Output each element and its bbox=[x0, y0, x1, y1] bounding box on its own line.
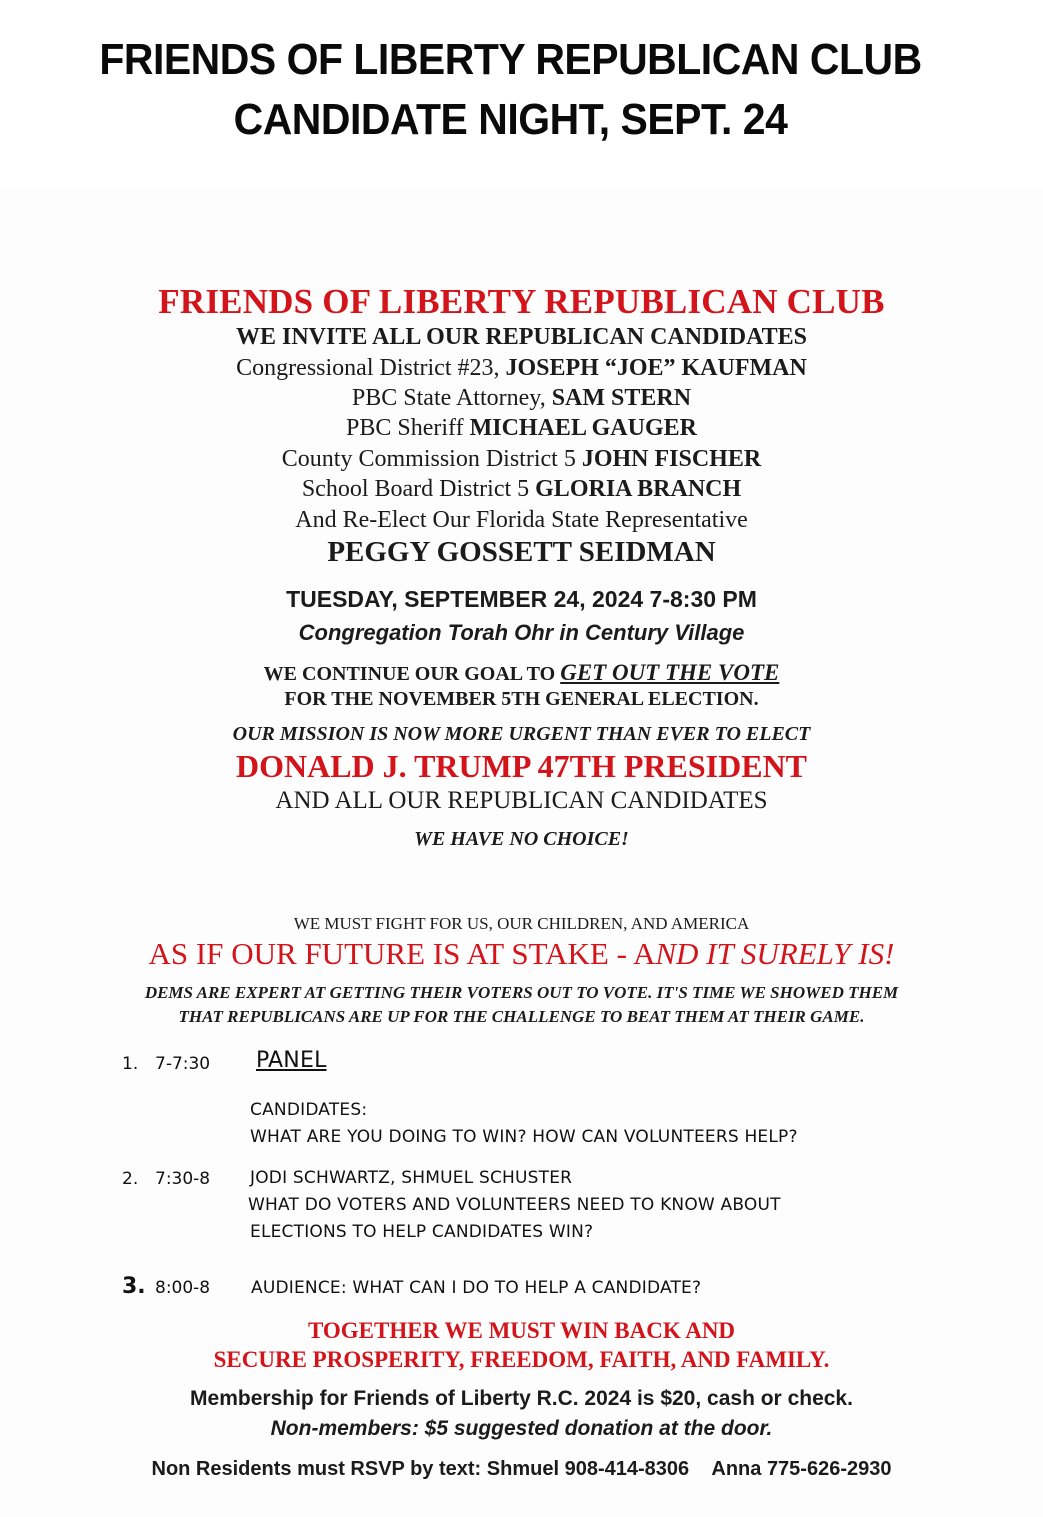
rsvp-contact-phone: 908-414-8306 bbox=[564, 1458, 690, 1480]
stake-prefix: AS IF OUR FUTURE IS AT STAKE - A bbox=[148, 936, 656, 971]
dems-line1: DEMS ARE EXPERT AT GETTING THEIR VOTERS OUT TO VOTE. IT'S TIME WE SHOWED THEM bbox=[144, 983, 899, 1002]
candidate-office: PBC Sheriff bbox=[346, 415, 464, 441]
trump-line: DONALD J. TRUMP 47TH PRESIDENT bbox=[235, 748, 808, 784]
rsvp-contact-phone: 775-626-2930 bbox=[766, 1458, 892, 1480]
agenda-time: 7-7:30 bbox=[155, 1054, 211, 1074]
all-candidates-line: AND ALL OUR REPUBLICAN CANDIDATES bbox=[275, 787, 768, 814]
candidate-line bbox=[0, 446, 1043, 473]
reelect-line: And Re-Elect Our Florida State Representative bbox=[295, 507, 748, 533]
membership-line: Membership for Friends of Liberty R.C. 2024 is $20, cash or check. bbox=[190, 1387, 853, 1410]
header-title-line2: CANDIDATE NIGHT, SEPT. 24 bbox=[233, 95, 788, 144]
dems-line2: THAT REPUBLICANS ARE UP FOR THE CHALLENGE TO BEAT THEM AT THEIR GAME. bbox=[178, 1007, 865, 1026]
event-flyer bbox=[0, 190, 1043, 1517]
candidate-office: County Commission District 5 bbox=[281, 446, 576, 472]
candidate-name: JOSEPH “JOE” KAUFMAN bbox=[505, 355, 807, 381]
agenda-time: 8:00-8 bbox=[155, 1278, 211, 1298]
rsvp-prefix: Non Residents must RSVP by text: bbox=[151, 1458, 482, 1480]
together-line2: SECURE PROSPERITY, FREEDOM, FAITH, AND FAMILY. bbox=[213, 1347, 830, 1372]
candidate-name: GLORIA BRANCH bbox=[535, 476, 742, 502]
candidate-line bbox=[0, 385, 1043, 412]
agenda-title: PANEL bbox=[256, 1048, 327, 1073]
reelect-name: PEGGY GOSSETT SEIDMAN bbox=[327, 536, 716, 568]
candidate-office: Congressional District #23, bbox=[236, 355, 500, 381]
goal-prefix: WE CONTINUE OUR GOAL TO bbox=[263, 663, 561, 685]
stake-line bbox=[0, 936, 1043, 972]
event-location: Congregation Torah Ohr in Century Village bbox=[298, 620, 745, 645]
candidate-name: SAM STERN bbox=[551, 385, 692, 411]
mission-line: OUR MISSION IS NOW MORE URGENT THAN EVER TO ELECT bbox=[232, 723, 811, 745]
agenda-detail: ELECTIONS TO HELP CANDIDATES WIN? bbox=[250, 1222, 594, 1242]
flyer-invite-line: WE INVITE ALL OUR REPUBLICAN CANDIDATES bbox=[236, 324, 807, 350]
agenda-number: 1. bbox=[122, 1054, 139, 1074]
together-line1: TOGETHER WE MUST WIN BACK AND bbox=[307, 1318, 736, 1343]
agenda-number: 2. bbox=[122, 1169, 139, 1189]
agenda-detail: CANDIDATES: bbox=[250, 1100, 368, 1120]
agenda-title: JODI SCHWARTZ, SHMUEL SCHUSTER bbox=[250, 1168, 573, 1188]
event-datetime: TUESDAY, SEPTEMBER 24, 2024 7-8:30 PM bbox=[286, 586, 757, 612]
goal-line bbox=[0, 660, 1043, 686]
stake-italic: ND IT SURELY IS! bbox=[655, 936, 895, 971]
goal-line2: FOR THE NOVEMBER 5TH GENERAL ELECTION. bbox=[284, 688, 759, 710]
post-header bbox=[0, 0, 1043, 190]
nonmember-line: Non-members: $5 suggested donation at the door. bbox=[270, 1417, 773, 1440]
flyer-club-name: FRIENDS OF LIBERTY REPUBLICAN CLUB bbox=[158, 282, 885, 321]
agenda-time: 7:30-8 bbox=[155, 1169, 211, 1189]
candidate-office: School Board District 5 bbox=[301, 476, 530, 502]
rsvp-line bbox=[0, 1458, 1043, 1481]
candidate-line bbox=[0, 355, 1043, 382]
candidate-office: PBC State Attorney, bbox=[351, 385, 546, 411]
agenda-detail: WHAT ARE YOU DOING TO WIN? HOW CAN VOLUNTEERS HELP? bbox=[250, 1127, 798, 1147]
candidate-name: JOHN FISCHER bbox=[581, 446, 762, 472]
candidate-line bbox=[0, 415, 1043, 442]
rsvp-contact-name: Anna bbox=[711, 1458, 762, 1480]
goal-emphasis: GET OUT THE VOTE bbox=[560, 660, 780, 685]
fight-line: WE MUST FIGHT FOR US, OUR CHILDREN, AND AMERICA bbox=[293, 914, 750, 933]
agenda-detail: WHAT DO VOTERS AND VOLUNTEERS NEED TO KNOW ABOUT bbox=[248, 1195, 781, 1215]
agenda-number: 3. bbox=[122, 1274, 146, 1299]
candidate-name: MICHAEL GAUGER bbox=[469, 415, 697, 441]
no-choice-line: WE HAVE NO CHOICE! bbox=[414, 828, 629, 850]
agenda-title: AUDIENCE: WHAT CAN I DO TO HELP A CANDIDATE? bbox=[251, 1278, 702, 1298]
header-title-line1: FRIENDS OF LIBERTY REPUBLICAN CLUB bbox=[99, 35, 922, 84]
rsvp-contact-name: Shmuel bbox=[486, 1458, 560, 1480]
candidate-line bbox=[0, 476, 1043, 503]
